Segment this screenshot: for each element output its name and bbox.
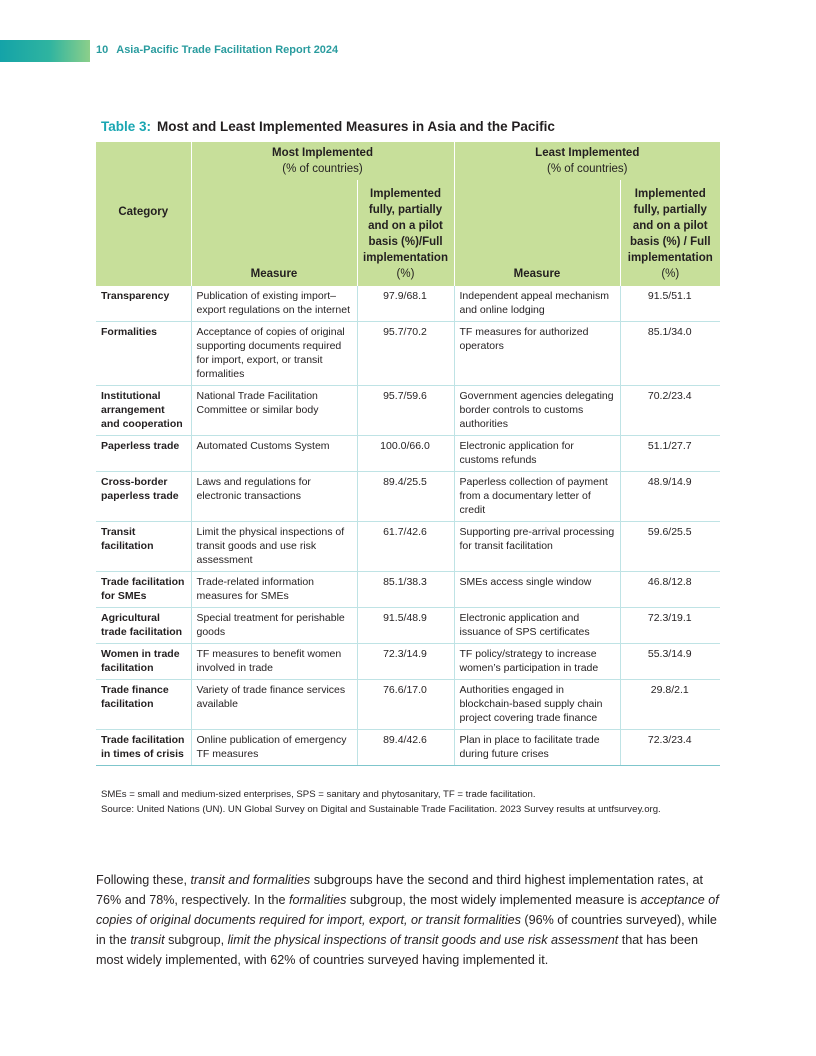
row-least-value: 91.5/51.1 bbox=[620, 286, 720, 322]
row-most-value: 61.7/42.6 bbox=[357, 522, 454, 572]
row-least-value: 72.3/19.1 bbox=[620, 608, 720, 644]
table-row bbox=[96, 644, 720, 680]
table-title bbox=[101, 119, 555, 134]
row-most-value: 85.1/38.3 bbox=[357, 572, 454, 608]
table-title-text: Most and Least Implemented Measures in Asia and the Pacific bbox=[157, 119, 555, 134]
header-least-pct: Implemented fully, partially and on a pilot basis (%) / Full implementation (%) bbox=[620, 180, 720, 286]
row-category: Agricultural trade facilitation bbox=[96, 608, 191, 644]
row-least-value: 48.9/14.9 bbox=[620, 472, 720, 522]
row-least-measure: SMEs access single window bbox=[454, 572, 620, 608]
row-most-value: 97.9/68.1 bbox=[357, 286, 454, 322]
row-most-measure: Automated Customs System bbox=[191, 436, 357, 472]
row-least-value: 29.8/2.1 bbox=[620, 680, 720, 730]
abbreviations-note: SMEs = small and medium-sized enterprises, SPS = sanitary and phytosanitary, TF = trade facilitation. bbox=[101, 789, 536, 800]
row-most-measure: Online publication of emergency TF measures bbox=[191, 730, 357, 766]
running-title: Asia-Pacific Trade Facilitation Report 2024 bbox=[116, 44, 339, 56]
table-row bbox=[96, 680, 720, 730]
header-least-title: Least Implemented bbox=[535, 147, 640, 159]
row-category: Cross-border paperless trade bbox=[96, 472, 191, 522]
header-most-title: Most Implemented bbox=[272, 147, 373, 159]
row-least-value: 70.2/23.4 bbox=[620, 386, 720, 436]
page-number: 10 bbox=[96, 44, 109, 56]
source-note: Source: United Nations (UN). UN Global Survey on Digital and Sustainable Trade Facilitation. 2023 Survey results at untfsurvey.org. bbox=[101, 804, 661, 815]
row-least-measure: Independent appeal mechanism and online lodging bbox=[454, 286, 620, 322]
row-least-value: 51.1/27.7 bbox=[620, 436, 720, 472]
table-row bbox=[96, 472, 720, 522]
table-row bbox=[96, 522, 720, 572]
row-most-measure: Variety of trade finance services available bbox=[191, 680, 357, 730]
row-category: Trade facilitation for SMEs bbox=[96, 572, 191, 608]
header-least-measure: Measure bbox=[454, 180, 620, 286]
row-category: Paperless trade bbox=[96, 436, 191, 472]
row-least-value: 85.1/34.0 bbox=[620, 322, 720, 386]
table-row bbox=[96, 730, 720, 766]
row-most-value: 89.4/42.6 bbox=[357, 730, 454, 766]
row-most-value: 89.4/25.5 bbox=[357, 472, 454, 522]
table-row bbox=[96, 386, 720, 436]
row-least-measure: Government agencies delegating border controls to customs authorities bbox=[454, 386, 620, 436]
row-most-value: 100.0/66.0 bbox=[357, 436, 454, 472]
table-row bbox=[96, 572, 720, 608]
row-category: Trade facilitation in times of crisis bbox=[96, 730, 191, 766]
table-row bbox=[96, 436, 720, 472]
row-most-measure: Acceptance of copies of original supporting documents required for import, export, or transit formalities bbox=[191, 322, 357, 386]
row-least-measure: Supporting pre-arrival processing for transit facilitation bbox=[454, 522, 620, 572]
row-least-measure: TF policy/strategy to increase women’s participation in trade bbox=[454, 644, 620, 680]
row-most-value: 95.7/59.6 bbox=[357, 386, 454, 436]
header-least-sub: (% of countries) bbox=[546, 163, 628, 175]
table-notes bbox=[101, 787, 721, 817]
header-most-implemented bbox=[191, 142, 454, 180]
row-category: Trade finance facilitation bbox=[96, 680, 191, 730]
row-most-value: 76.6/17.0 bbox=[357, 680, 454, 730]
row-least-measure: Electronic application and issuance of SPS certificates bbox=[454, 608, 620, 644]
header-accent-band bbox=[0, 40, 90, 62]
table-row bbox=[96, 608, 720, 644]
row-category: Institutional arrangement and cooperation bbox=[96, 386, 191, 436]
header-least-implemented bbox=[454, 142, 720, 180]
running-header bbox=[96, 44, 338, 56]
row-least-value: 72.3/23.4 bbox=[620, 730, 720, 766]
row-least-measure: Electronic application for customs refunds bbox=[454, 436, 620, 472]
row-most-value: 72.3/14.9 bbox=[357, 644, 454, 680]
header-most-sub: (% of countries) bbox=[282, 163, 363, 175]
row-category: Transit facilitation bbox=[96, 522, 191, 572]
row-most-value: 91.5/48.9 bbox=[357, 608, 454, 644]
row-least-value: 46.8/12.8 bbox=[620, 572, 720, 608]
row-least-measure: Plan in place to facilitate trade during future crises bbox=[454, 730, 620, 766]
row-category: Formalities bbox=[96, 322, 191, 386]
row-least-measure: TF measures for authorized operators bbox=[454, 322, 620, 386]
header-most-pct: Implemented fully, partially and on a pilot basis (%)/Full implementation (%) bbox=[357, 180, 454, 286]
row-most-measure: Limit the physical inspections of transit goods and use risk assessment bbox=[191, 522, 357, 572]
row-least-measure: Authorities engaged in blockchain-based supply chain project covering trade finance bbox=[454, 680, 620, 730]
row-most-measure: Laws and regulations for electronic transactions bbox=[191, 472, 357, 522]
table-row bbox=[96, 286, 720, 322]
table-label: Table 3: bbox=[101, 119, 152, 134]
row-most-value: 95.7/70.2 bbox=[357, 322, 454, 386]
header-most-measure: Measure bbox=[191, 180, 357, 286]
row-least-value: 55.3/14.9 bbox=[620, 644, 720, 680]
table-row bbox=[96, 322, 720, 386]
measures-table bbox=[96, 142, 720, 766]
row-category: Transparency bbox=[96, 286, 191, 322]
row-least-value: 59.6/25.5 bbox=[620, 522, 720, 572]
row-most-measure: Publication of existing import–export regulations on the internet bbox=[191, 286, 357, 322]
row-most-measure: Special treatment for perishable goods bbox=[191, 608, 357, 644]
row-category: Women in trade facilitation bbox=[96, 644, 191, 680]
body-paragraph: Following these, transit and formalities subgroups have the second and third highest implementation rates, at 76% and 78%, respectively. In the formalities subgroup, the most widely implemented measure is acceptance of copies of original documents required for import, export, or transit formalities (96% of countries surveyed), while in the transit subgroup, limit the physical inspections of transit goods and use risk assessment that has been most widely implemented, with 62% of countries surveyed having implemented it. bbox=[96, 873, 719, 967]
row-most-measure: Trade-related information measures for SMEs bbox=[191, 572, 357, 608]
row-most-measure: National Trade Facilitation Committee or similar body bbox=[191, 386, 357, 436]
header-category: Category bbox=[96, 142, 191, 286]
row-most-measure: TF measures to benefit women involved in trade bbox=[191, 644, 357, 680]
row-least-measure: Paperless collection of payment from a documentary letter of credit bbox=[454, 472, 620, 522]
